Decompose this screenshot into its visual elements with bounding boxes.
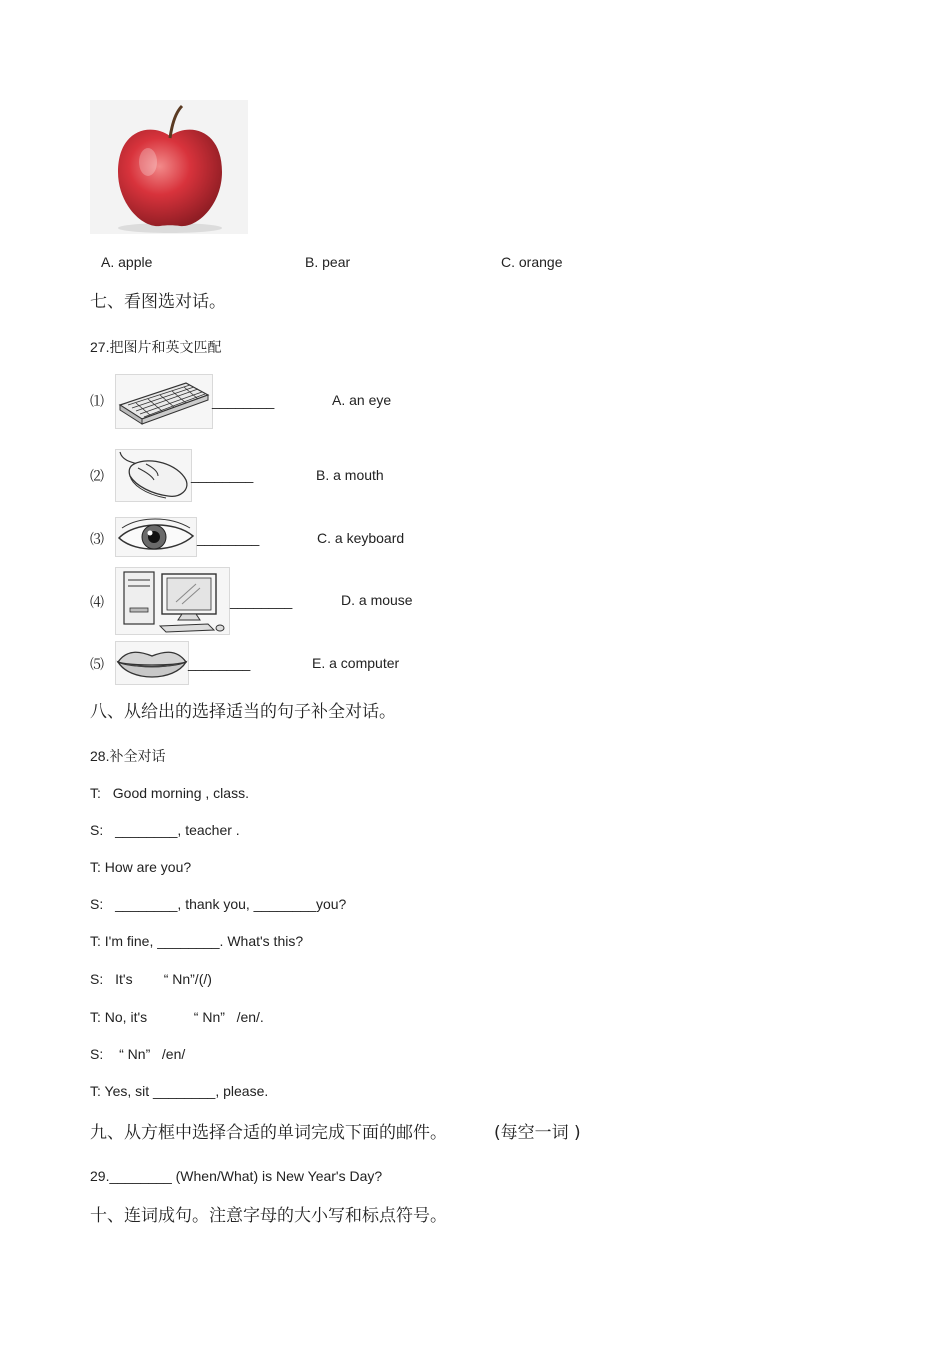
section-9-heading: 九、从方框中选择合适的单词完成下面的邮件。 — [90, 1123, 447, 1143]
line-text: ________, thank you, ________you? — [115, 896, 347, 912]
item-number: ⑵ — [90, 468, 104, 484]
line-text: I'm fine, ________. What's this? — [104, 933, 304, 949]
choice-d: D. a mouse — [341, 592, 413, 608]
line-text: It's “ Nn”/(/) — [115, 971, 212, 987]
answer-blank[interactable]: ________ — [197, 530, 260, 546]
answer-blank[interactable]: ________ — [188, 655, 251, 671]
keyboard-icon — [116, 375, 212, 428]
mouth-icon — [116, 642, 188, 684]
speaker: T: — [90, 859, 101, 875]
line-text: Good morning , class. — [112, 785, 249, 801]
speaker: S: — [90, 1046, 104, 1062]
q28-title: 28.补全对话 — [90, 748, 166, 764]
dialogue-line — [90, 859, 191, 875]
mouth-picture — [115, 641, 189, 685]
mouse-icon — [116, 450, 191, 501]
q29-text: 29.________ (When/What) is New Year's Day? — [90, 1168, 383, 1184]
dialogue-line — [90, 1009, 264, 1025]
dialogue-line — [90, 785, 249, 801]
dialogue-line — [90, 1083, 268, 1099]
keyboard-picture — [115, 374, 213, 429]
answer-blank[interactable]: ________ — [230, 593, 293, 609]
item-number: ⑴ — [90, 393, 104, 409]
dialogue-line — [90, 971, 212, 987]
speaker: S: — [90, 971, 104, 987]
line-text: ________, teacher . — [115, 822, 240, 838]
dialogue-line — [90, 1046, 185, 1062]
item-number: ⑷ — [90, 594, 104, 610]
q27-title: 27.把图片和英文匹配 — [90, 339, 222, 355]
speaker: T: — [90, 785, 101, 801]
speaker: T: — [90, 1009, 101, 1025]
choice-a: A. an eye — [332, 392, 392, 408]
speaker: T: — [90, 1083, 101, 1099]
line-text: Yes, sit ________, please. — [104, 1083, 269, 1099]
speaker: S: — [90, 822, 104, 838]
mouse-picture — [115, 449, 192, 502]
option-a: A. apple — [101, 254, 153, 270]
section-7-heading: 七、看图选对话。 — [90, 292, 226, 312]
choice-c: C. a keyboard — [317, 530, 405, 546]
dialogue-line — [90, 933, 303, 949]
option-c: C. orange — [501, 254, 563, 270]
section-9-note: (每空一词 ) — [494, 1123, 581, 1143]
answer-blank[interactable]: ________ — [212, 393, 275, 409]
line-text: No, it's “ Nn” /en/. — [104, 1009, 264, 1025]
line-text: How are you? — [104, 859, 192, 875]
section-10-heading: 十、连词成句。注意字母的大小写和标点符号。 — [90, 1206, 447, 1226]
section-8-heading: 八、从给出的选择适当的句子补全对话。 — [90, 702, 396, 722]
eye-icon — [116, 518, 196, 556]
eye-picture — [115, 517, 197, 557]
speaker: S: — [90, 896, 104, 912]
computer-picture — [115, 567, 230, 635]
dialogue-line — [90, 822, 240, 838]
dialogue-line — [90, 896, 346, 912]
speaker: T: — [90, 933, 101, 949]
line-text: “ Nn” /en/ — [119, 1046, 186, 1062]
item-number: ⑸ — [90, 656, 104, 672]
option-b: B. pear — [305, 254, 351, 270]
apple-picture — [90, 100, 248, 234]
choice-b: B. a mouth — [316, 467, 384, 483]
apple-icon — [90, 100, 248, 234]
computer-icon — [116, 568, 229, 634]
item-number: ⑶ — [90, 531, 104, 547]
choice-e: E. a computer — [312, 655, 400, 671]
answer-blank[interactable]: ________ — [191, 467, 254, 483]
